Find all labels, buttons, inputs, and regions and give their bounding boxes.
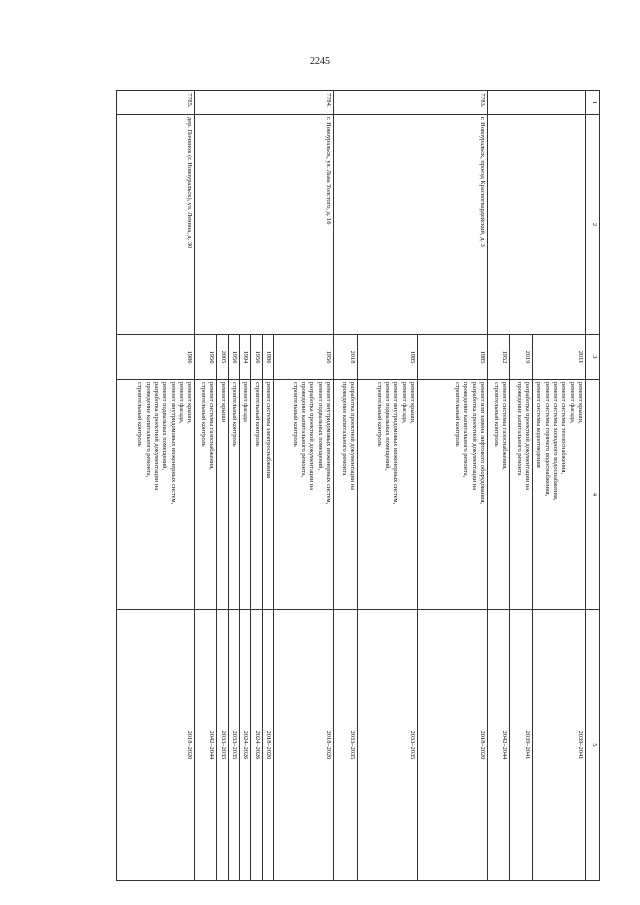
repair-works: ремонт или замена лифтового оборудования, разработка проектной документации на проведение капитального ремонта, строительный контроль: [418, 380, 488, 610]
commission-year: 2019: [510, 335, 533, 380]
building-address: дер. Починок (г. Новоуральск), ул. Ленина, д. 30: [117, 115, 195, 335]
repair-works: ремонт внутридомовых инженерных систем, ремонт подвальных помещений, разработка проектной документации на проведение капитального ремонта, строительный контроль: [274, 380, 334, 610]
repair-period: 2018–2020: [117, 610, 195, 881]
commission-year: 1956: [228, 335, 239, 380]
repair-period: 2042–2044: [488, 610, 510, 881]
repair-works: строительный контроль: [251, 380, 262, 610]
repair-works: ремонт крыши, ремонт фасада, ремонт внутридомовых инженерных систем, ремонт подвальных помещений, разработка проектной документации на проведение капитального ремонта, строительный контроль: [117, 380, 195, 610]
commission-year: 2011: [533, 335, 586, 380]
entry-number: 7784.: [195, 91, 334, 115]
repair-schedule-table: [116, 90, 600, 881]
repair-period: 2024–2026: [240, 610, 251, 881]
repair-period: 2033–2035: [217, 610, 228, 881]
repair-works: ремонт системы газоснабжения, строительный контроль: [195, 380, 217, 610]
commission-year: 1985: [358, 335, 418, 380]
repair-period: 2042–2044: [195, 610, 217, 881]
repair-works: ремонт системы газоснабжения, строительный контроль: [488, 380, 510, 610]
repair-works: ремонт крыши, ремонт фасада, ремонт внутридомовых инженерных систем, ремонт подвальных помещений, строительный контроль: [358, 380, 418, 610]
repair-works: ремонт системы электроснабжения: [262, 380, 273, 610]
rotated-table-container: [80, 90, 600, 880]
repair-works: ремонт фасада: [240, 380, 251, 610]
repair-works: разработка проектной документации на проведение капитального ремонта: [510, 380, 533, 610]
entry-number: 7785.: [117, 91, 195, 115]
commission-year: 1956: [274, 335, 334, 380]
repair-period: 2039–2041: [510, 610, 533, 881]
table-body: [117, 91, 600, 881]
header-cell: 2: [586, 115, 600, 335]
header-row: [586, 91, 600, 881]
table-row: [274, 91, 334, 881]
repair-period: 2018–2020: [274, 610, 334, 881]
repair-period: 2018–2020: [418, 610, 488, 881]
repair-period: 2033–2035: [358, 610, 418, 881]
table-row: [418, 91, 488, 881]
repair-period: 2018–2020: [262, 610, 273, 881]
commission-year: 1986: [262, 335, 273, 380]
table-row: [533, 91, 586, 881]
repair-works: ремонт крыши, ремонт фасада, ремонт системы теплоснабжения, ремонт системы холодного водоснабжения, ремонт системы горячего водоснабжения, ремонт системы водоотведения: [533, 380, 586, 610]
repair-period: 2024–2026: [251, 610, 262, 881]
table-row: [117, 91, 195, 881]
entry-number: 7783.: [334, 91, 488, 115]
header-cell: 5: [586, 610, 600, 881]
building-address: г. Новоуральск, ул. Льва Толстого, д. 16: [195, 115, 334, 335]
repair-works: ремонт крыши: [217, 380, 228, 610]
header-cell: 3: [586, 335, 600, 380]
repair-works: разработка проектной документации на проведение капитального ремонта: [334, 380, 358, 610]
commission-year: 2005: [217, 335, 228, 380]
entry-number: [488, 91, 586, 115]
building-address: г. Новоуральск, проезд Красногвардейский, д. 3: [334, 115, 488, 335]
commission-year: 1985: [418, 335, 488, 380]
repair-period: 2039–2041: [533, 610, 586, 881]
repair-works: строительный контроль: [228, 380, 239, 610]
header-cell: 1: [586, 91, 600, 115]
commission-year: 1986: [117, 335, 195, 380]
commission-year: 1994: [240, 335, 251, 380]
commission-year: 1952: [488, 335, 510, 380]
page-number: 2245: [310, 56, 330, 67]
header-cell: 4: [586, 380, 600, 610]
commission-year: 1956: [251, 335, 262, 380]
repair-period: 2033–2035: [228, 610, 239, 881]
commission-year: 1956: [195, 335, 217, 380]
commission-year: 2018: [334, 335, 358, 380]
repair-period: 2033–2035: [334, 610, 358, 881]
building-address: [488, 115, 586, 335]
